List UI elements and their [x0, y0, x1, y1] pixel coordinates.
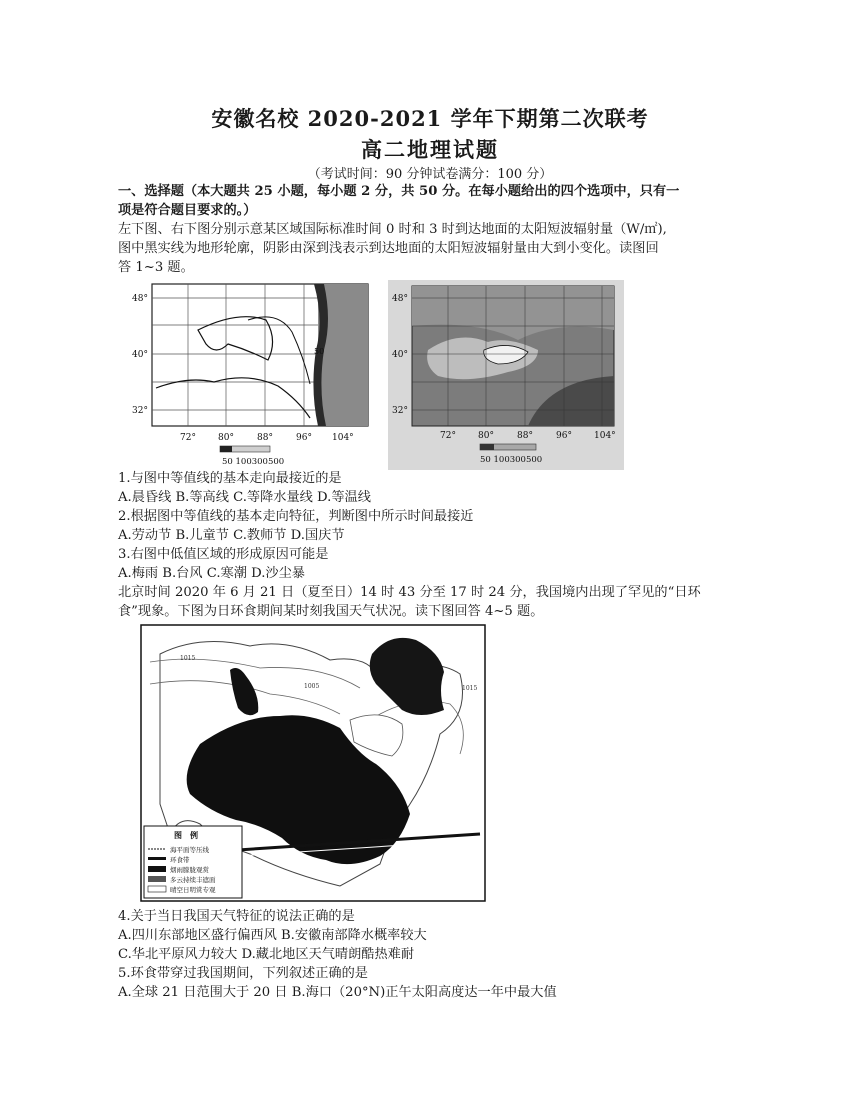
- map1-lat-48: 48°: [132, 294, 148, 304]
- map1-lat-32: 32°: [132, 406, 148, 416]
- map2-lon-104: 104°: [594, 431, 616, 441]
- map1-lon-72: 72°: [180, 433, 196, 443]
- isobar-label-3: 1015: [462, 685, 478, 692]
- map1-lat-40: 40°: [132, 350, 148, 360]
- question-5-options-ab: A.全球 21 日范围大于 20 日 B.海口（20°N)正午太阳高度达一年中最大值: [118, 985, 557, 1000]
- isobar-label-2: 1005: [304, 683, 320, 690]
- map2-lon-72: 72°: [440, 431, 456, 441]
- legend-item-isobar: 海平面等压线: [170, 846, 209, 854]
- question-1-options: A.晨昏线 B.等高线 C.等降水量线 D.等温线: [118, 490, 371, 505]
- legend-item-eclipse-band: 环食带: [170, 856, 190, 864]
- map2-scale-label: 50 100300500: [480, 455, 543, 465]
- intro2-line2: 食”现象。下图为日环食期间某时刻我国天气状况。读下图回答 4~5 题。: [118, 604, 544, 619]
- map2-lat-32: 32°: [392, 406, 408, 416]
- legend-item-rain: 烟雨朦胧观赏: [170, 866, 209, 874]
- intro2-line1: 北京时间 2020 年 6 月 21 日（夏至日）14 时 43 分至 17 时 24 分，我国境内出现了罕见的“日环: [118, 585, 701, 600]
- map1-contour-label: 50: [314, 347, 325, 356]
- legend-title: 图 例: [174, 830, 198, 840]
- question-5: 5.环食带穿过我国期间，下列叙述正确的是: [118, 966, 368, 981]
- map1-lon-104: 104°: [332, 433, 354, 443]
- map1-lon-88: 88°: [257, 433, 273, 443]
- section1-heading: 一、选择题（本大题共 25 小题，每小题 2 分，共 50 分。在每小题给出的四个选项中，只有一: [118, 184, 680, 199]
- question-4-options-ab: A.四川东部地区盛行偏西风 B.安徽南部降水概率较大: [118, 928, 427, 943]
- map1-lon-96: 96°: [296, 433, 312, 443]
- intro1-line1: 左下图、右下图分别示意某区域国际标准时间 0 时和 3 时到达地面的太阳短波辐射量（W/㎡),: [118, 222, 667, 237]
- question-3-options: A.梅雨 B.台风 C.寒潮 D.沙尘暴: [118, 566, 305, 581]
- legend-item-clear: 晴空日明赏专观: [170, 886, 216, 894]
- map2-lon-96: 96°: [556, 431, 572, 441]
- intro1-line3: 答 1~3 题。: [118, 260, 194, 275]
- map1-scale-label: 50 100300500: [222, 457, 285, 467]
- legend-item-cloudy: 多云持续丰遮面: [170, 876, 216, 884]
- map1-lon-80: 80°: [218, 433, 234, 443]
- exam-subject-title: 高二地理试题: [361, 137, 499, 162]
- question-3: 3.右图中低值区域的形成原因可能是: [118, 547, 329, 562]
- exam-info: （考试时间：90 分钟试卷满分：100 分）: [307, 167, 553, 182]
- question-2-options: A.劳动节 B.儿童节 C.教师节 D.国庆节: [118, 528, 345, 543]
- radiation-map-right: [388, 280, 624, 470]
- map2-lat-48: 48°: [392, 294, 408, 304]
- radiation-map-left: [128, 280, 378, 470]
- map2-lat-40: 40°: [392, 350, 408, 360]
- question-4: 4.关于当日我国天气特征的说法正确的是: [118, 909, 355, 924]
- map2-lon-88: 88°: [517, 431, 533, 441]
- question-4-options-cd: C.华北平原风力较大 D.藏北地区天气晴朗酷热难耐: [118, 947, 415, 962]
- section1-heading-cont: 项是符合题目要求的。）: [118, 203, 257, 218]
- map2-lon-80: 80°: [478, 431, 494, 441]
- china-weather-map: [140, 624, 486, 902]
- question-2: 2.根据图中等值线的基本走向特征，判断图中所示时间最接近: [118, 509, 474, 524]
- exam-title: 安徽名校 2020-2021 学年下期第二次联考: [211, 106, 649, 131]
- intro1-line2: 图中黑实线为地形轮廓，阴影由深到浅表示到达地面的太阳短波辐射量由大到小变化。读图回: [118, 241, 659, 256]
- isobar-label-1: 1015: [180, 655, 196, 662]
- question-1: 1.与图中等值线的基本走向最接近的是: [118, 471, 342, 486]
